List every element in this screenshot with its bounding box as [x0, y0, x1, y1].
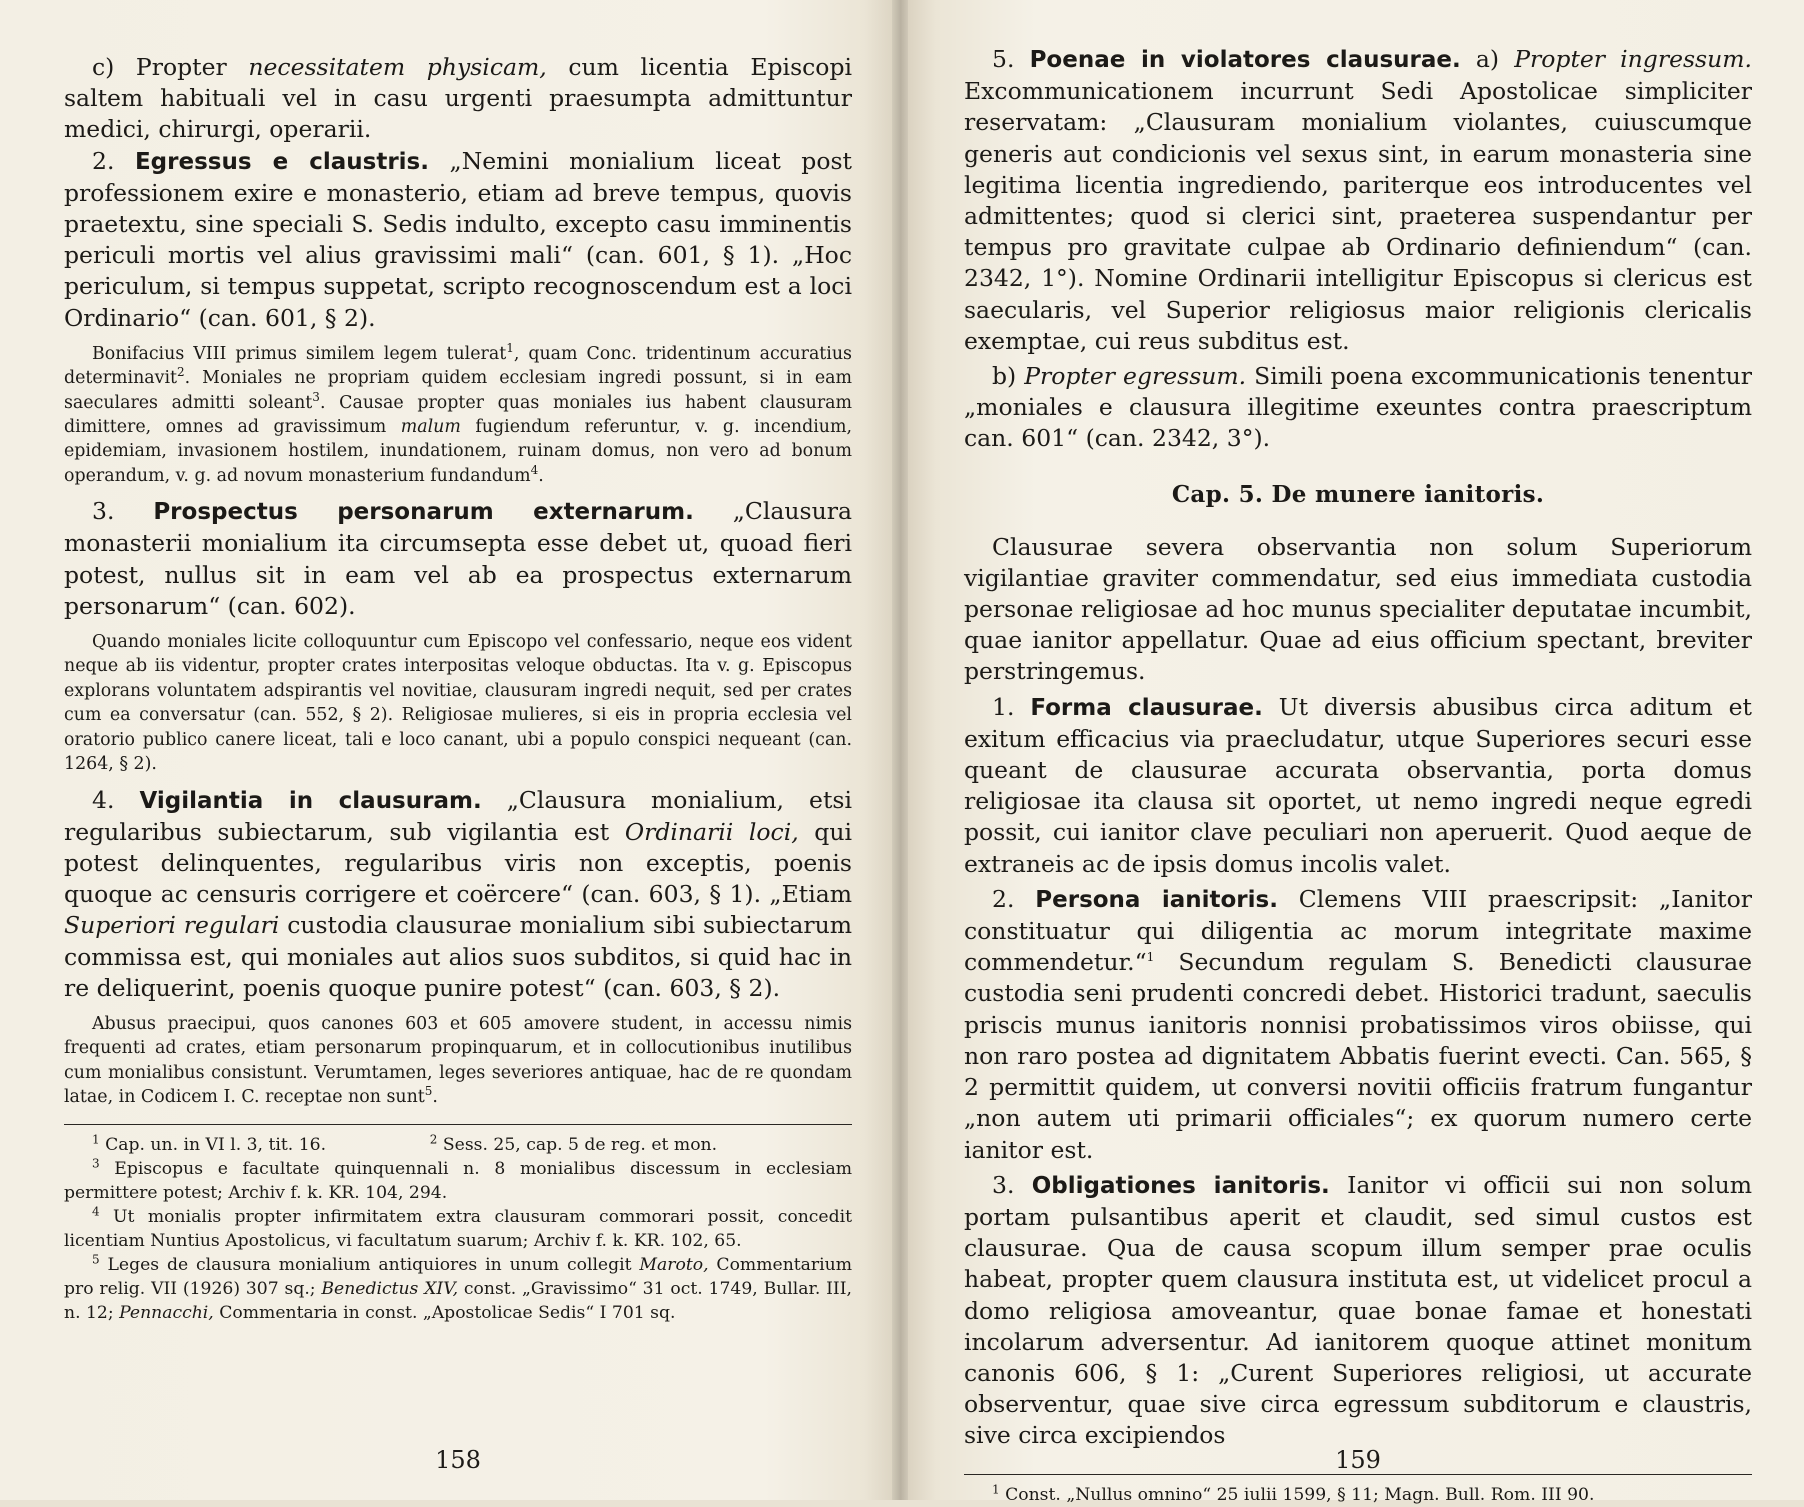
section-r2: 2. Persona ianitoris. Clemens VIII praescripsit: „Ianitor constituatur qui diligentia ac morum integritate maxime commendetur.“$^1$ Secundum regulam S. Benedicti clausurae custodia seni prudenti concredi debet. Historici tradunt, saeculis priscis munus ianitoris nonnisi probatissimos viros obiisse, qui non raro postea ad dignitatem Abbatis fuerint evecti. Can. 565, § 2 permittit quidem, ut conversi novitii officiis fratrum fungantur „non autem uti primarii officiales“; ex quorum numero certe ianitor est.: [964, 884, 1752, 1164]
book-gutter: [892, 0, 908, 1500]
note-3: Quando moniales licite colloquuntur cum Episcopo vel confessario, neque eos vident neque ab iis videntur, propter crates interpositas veloque obductas. Ita v. g. Episcopus explorans voluntatem adspirantis vel novitiae, clausuram ingredi nequit, sed per crates cum ea conversatur (can. 552, § 2). Religiosae mulieres, si eis in propria ecclesia vel oratorio publico canere liceat, tali e loco canant, ubi a populo conspici nequeant (can. 1264, § 2).: [64, 632, 852, 775]
note-4: Abusus praecipui, quos canones 603 et 605 amovere student, in accessu nimis frequenti ad crates, etiam personarum propinquarum, et in collocutionibus inutilibus cum monialibus consistunt. Verumtamen, leges severiores antiquae, hac de re quondam latae, in Codicem I. C. receptae non sunt$^5$.: [64, 1013, 852, 1108]
section-4: 4. Vigilantia in clausuram. „Clausura monialium, etsi regularibus subiectarum, sub vigilantia est Ordinarii loci, qui potest delinquentes, regularibus viris non exceptis, poenis quoque ac censuris corrigere et coërcere“ (can. 603, § 1). „Etiam Superiori regulari custodia clausurae monialium sibi subiectarum commissa est, qui moniales aut alios suos subditos, si quid hac in re deliquerint, poenis quoque punire potest“ (can. 603, § 2).: [64, 785, 852, 1002]
section-heading: Prospectus personarum externarum.: [153, 499, 694, 526]
note-2: Bonifacius VIII primus similem legem tulerat$^1$, quam Conc. tridentinum accuratius determinavit$^2$. Moniales ne propriam quidem ecclesiam ingredi possunt, si in eam saeculares admitti soleant$^3$. Causae propter quas moniales ius habent clausuram dimittere, omnes ad gravissimum malum fugiendum referuntur, v. g. incendium, epidemiam, invasionem hostilem, inundationem, ruinam domus, non vero ad bonum operandum, v. g. ad novum monasterium fundandum$^4$.: [64, 341, 853, 486]
section-heading: Poenae in violatores clausurae.: [1029, 47, 1461, 73]
footnote-1-2: $^1$ Cap. un. in VI l. 3, tit. 16. $^2$ Sess. 25, cap. 5 de reg. et mon.: [92, 1131, 718, 1155]
section-heading: Egressus e claustris.: [134, 148, 429, 175]
left-page: [0, 0, 900, 1500]
section-5b: b) Propter egressum. Simili poena excommunicationis tenentur „moniales e clausura illegitime exeuntes contra praescriptum can. 601“ (can. 2342, 3°).: [964, 362, 1752, 453]
footnote-r1: $^1$ Const. „Nullus omnino“ 25 iulii 1599, § 11; Magn. Bull. Rom. III 90.: [992, 1481, 1595, 1505]
section-heading: Obligationes ianitoris.: [1031, 1172, 1330, 1199]
footnote-5: $^5$ Leges de clausura monialium antiquiores in unum collegit Maroto, Commentarium pro relig. VII (1926) 307 sq.; Benedictus XIV, const. „Gravissimo“ 31 oct. 1749, Bullar. III, n. 12; Pennacchi, Commentaria in const. „Apostolicae Sedis“ I 701 sq.: [64, 1251, 852, 1323]
footnote-divider: [64, 1124, 852, 1125]
section-3: 3. Prospectus personarum externarum. „Clausura monasterii monialium ita circumsepta esse debet ut, quoad fieri potest, nullus sit in eam vel ab ea prospectus externarum personarum“ (can. 602).: [64, 497, 852, 620]
paragraph-1c: c) Propter necessitatem physicam, cum licentia Episcopi saltem habituali vel in casu urgenti praesumpta admittuntur medici, chirurgi, operarii.: [64, 53, 853, 144]
section-heading: Vigilantia in clausuram.: [139, 787, 482, 814]
section-r1: 1. Forma clausurae. Ut diversis abusibus circa aditum et exitum efficacius via praecludatur, utque Superiores securi esse queant de clausurae accurata observantia, porta domus religiosae ita clausa sit oportet, ut nemo ingredi neque egredi possit, cui ianitor clave peculiari non aperuerit. Quod aeque de extraneis ac de ipsis domus incolis valet.: [964, 692, 1752, 878]
section-r3: 3. Obligationes ianitoris. Ianitor vi officii sui non solum portam pulsantibus aperit et claudit, sed simul custos est clausurae. Qua de causa scopum illum semper prae oculis habeat, propter quem clausura instituta est, ut videlicet procul a domo religiosa amoveantur, quae bonae famae et honestati incolarum adversentur. Ad ianitorem quoque attinet monitum canonis 606, § 1: „Curent Superiores religiosi, ut accurate observentur, quae sive circa egressum subditorum e claustris, sive circa excipiendos: [964, 1170, 1752, 1450]
footnote-4: $^4$ Ut monialis propter infirmitatem extra clausuram commorari possit, concedit licentiam Nuntius Apostolicus, vi facultatum suarum; Archiv f. k. KR. 102, 65.: [64, 1203, 852, 1251]
section-5: 5. Poenae in violatores clausurae. a) Propter ingressum. Excommunicationem incurrunt Sedi Apostolicae simpliciter reservatam: „Clausuram monialium violantes, cuiuscumque generis aut condicionis vel sexus sint, in earum monasteria sine legitima licentia ingrediendo, pariterque eos introducentes vel admittentes; quod si clerici sint, praeterea suspendantur per tempus pro gravitate culpae ab Ordinario definiendum“ (can. 2342, 1°). Nomine Ordinarii intelligitur Episcopus si clericus est saecularis, vel Superior religiosus maior religionis clericalis exemptae, cui reus subditus est.: [964, 45, 1752, 355]
section-2: 2. Egressus e claustris. „Nemini monialium liceat post professionem exire e monasterio, etiam ad breve tempus, quovis praetextu, sine speciali S. Sedis indulto, excepto casu imminentis periculi mortis vel alius gravissimi mali“ (can. 601, § 1). „Hoc periculum, si tempus suppetat, scripto recognoscendum est a loci Ordinario“ (can. 601, § 2).: [64, 146, 852, 332]
section-heading: Forma clausurae.: [1030, 694, 1263, 721]
section-heading: Persona ianitoris.: [1035, 886, 1278, 913]
footnote-3: $^3$ Episcopus e facultate quinquennali n. 8 monialibus discessum in ecclesiam permittere potest; Archiv f. k. KR. 104, 294.: [64, 1155, 852, 1203]
right-page: [900, 0, 1804, 1505]
page-number: 158: [435, 1446, 481, 1474]
chapter-intro: Clausurae severa observantia non solum Superiorum vigilantiae graviter commendatur, sed eius immediata custodia personae religiosae ad hoc munus specialiter deputatae incumbit, quae ianitor appellatur. Quae ad eius officium spectant, breviter perstringemus.: [964, 532, 1752, 686]
footnotes: [64, 1133, 852, 1325]
chapter-title: Cap. 5. De munere ianitoris.: [1171, 480, 1545, 508]
page-number: 159: [1335, 1446, 1381, 1474]
